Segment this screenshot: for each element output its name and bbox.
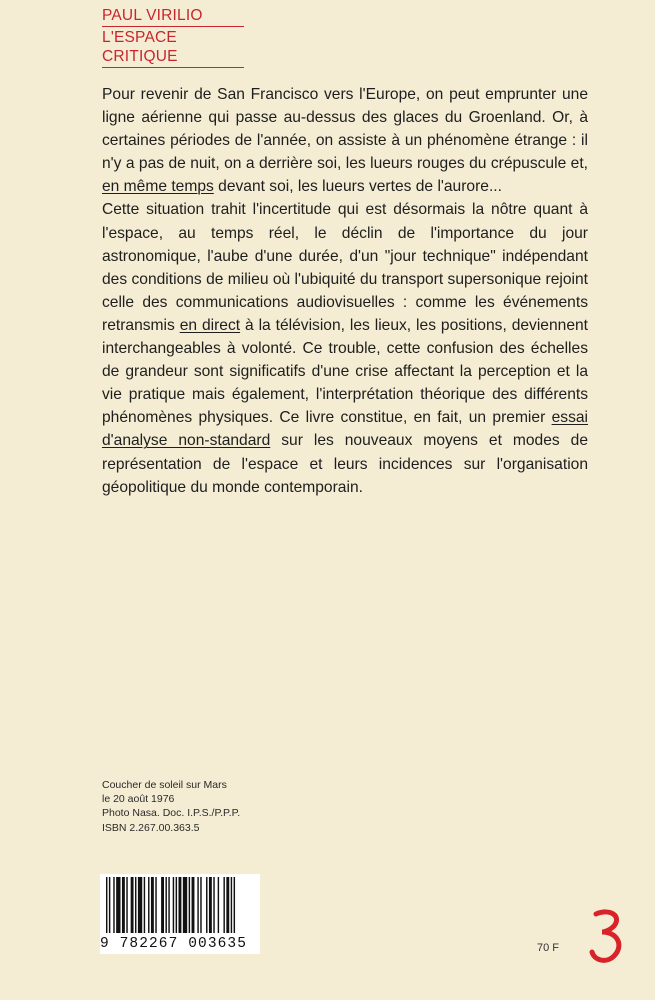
blurb-text-segment: à la télévision, les lieux, les positions, deviennent interchangeables à volonté. Ce trouble, cette confusion des échelles de grandeur sont significatifs d'une crise affectant la perception et la vie pratique mais également, l'interprétation théorique des différents phénomènes physiques. Ce livre constitue, en fait, un premier xyxy=(102,316,588,427)
barcode-bar xyxy=(116,877,120,933)
barcode-bar xyxy=(209,877,212,933)
blurb-text-segment: Pour revenir de San Francisco vers l'Europe, on peut emprunter une ligne aérienne qui passe au-dessus des glaces du Groenland. Or, à certaines périodes de l'année, on assiste à un phénomène étrange : il n'y a pas de nuit, on a derrière soi, les lueurs rouges du crépuscule et, xyxy=(102,86,588,173)
barcode-bar xyxy=(109,877,110,933)
barcode-bar xyxy=(113,877,114,933)
barcode-bars xyxy=(100,874,260,936)
underlined-phrase: en même temps xyxy=(102,178,214,196)
barcode-bar xyxy=(179,877,182,933)
barcode-bar xyxy=(189,877,190,933)
photo-caption xyxy=(102,778,240,835)
barcode-bar xyxy=(122,877,125,933)
barcode-bar xyxy=(197,877,198,933)
barcode-bar xyxy=(213,877,214,933)
barcode-bar xyxy=(234,877,235,933)
barcode-bar xyxy=(144,877,145,933)
barcode-bar xyxy=(223,877,224,933)
barcode-bar xyxy=(161,877,164,933)
isbn-line: ISBN 2.267.00.363.5 xyxy=(102,821,200,834)
barcode-bar xyxy=(151,877,154,933)
barcode-bar xyxy=(168,877,169,933)
blurb-text-segment: Cette situation trahit l'incertitude qui est désormais la nôtre quant à l'espace, au temps réel, le déclin de l'importance du jour astronomique, l'aube d'une durée, d'un "jour technique" indépendant des conditions de milieu où l'ubiquité du transport supersonique rejoint celle des communications audiovisuelles : comme les événements retransmis xyxy=(102,201,588,334)
barcode-bar xyxy=(165,877,166,933)
publisher-logo-icon xyxy=(588,906,628,966)
barcode-bar xyxy=(183,877,187,933)
barcode-bar xyxy=(106,877,107,933)
blurb-paragraph-2 xyxy=(102,198,588,498)
barcode-bar xyxy=(231,877,232,933)
barcode xyxy=(100,874,260,954)
barcode-bar xyxy=(200,877,201,933)
barcode-bar xyxy=(176,877,177,933)
book-title: L'ESPACE CRITIQUE xyxy=(102,28,244,68)
barcode-bar xyxy=(138,877,142,933)
caption-line: Coucher de soleil sur Mars xyxy=(102,779,227,791)
book-header xyxy=(102,6,247,68)
barcode-bar xyxy=(126,877,127,933)
underlined-phrase: en direct xyxy=(179,316,241,334)
barcode-bar xyxy=(218,877,219,933)
blurb-paragraph-1 xyxy=(102,83,588,198)
barcode-bar xyxy=(192,877,195,933)
barcode-bar xyxy=(131,877,134,933)
barcode-bar xyxy=(173,877,174,933)
barcode-bar xyxy=(226,877,229,933)
author-name: PAUL VIRILIO xyxy=(102,6,244,27)
barcode-bar xyxy=(155,877,156,933)
barcode-number: 9 782267 003635 xyxy=(100,936,248,952)
underlined-phrase: essai d'analyse non-standard xyxy=(102,409,588,450)
price-label: 70 F xyxy=(537,942,560,954)
blurb-text-segment: devant soi, les lueurs vertes de l'aurore... xyxy=(213,178,502,196)
blurb-text-segment: sur les nouveaux moyens et modes de représentation de l'espace et leurs incidences sur l'organisation géopolitique du monde contemporain. xyxy=(102,432,588,496)
caption-line: Photo Nasa. Doc. I.P.S./P.P.P. xyxy=(102,807,241,820)
barcode-bar xyxy=(148,877,149,933)
blurb-text xyxy=(102,83,588,499)
caption-line: le 20 août 1976 xyxy=(102,793,175,806)
barcode-bar xyxy=(206,877,207,933)
barcode-bar xyxy=(135,877,136,933)
